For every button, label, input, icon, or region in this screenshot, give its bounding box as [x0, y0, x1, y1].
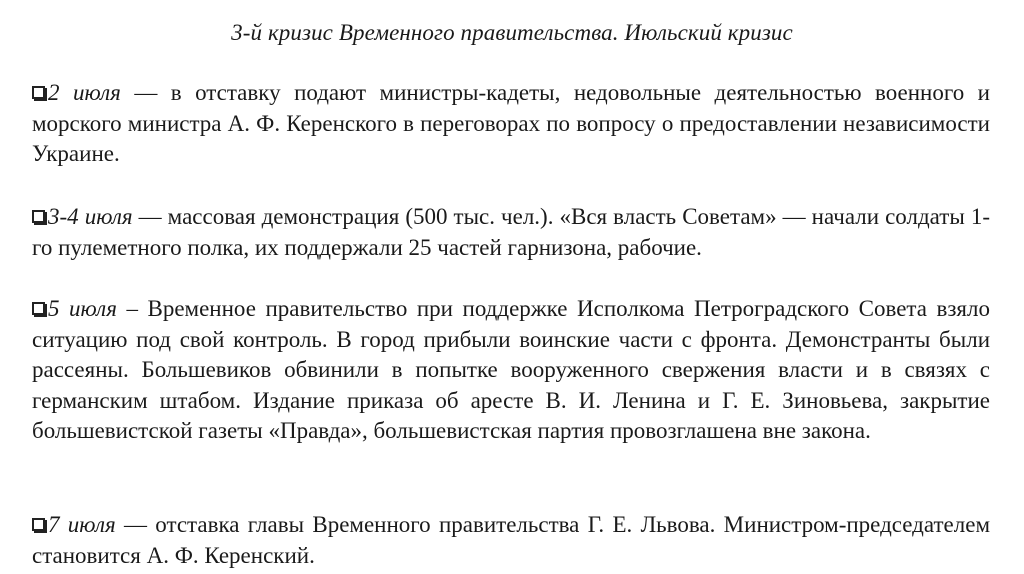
item-date: 3-4 июля — [48, 204, 133, 229]
square-bullet-icon — [32, 86, 45, 99]
list-item — [32, 78, 990, 170]
item-text: — в отставку подают министры-кадеты, недовольные деятельностью военного и морского министра А. Ф. Керенского в переговорах по вопросу о предоставлении независимости Украине. — [32, 80, 990, 166]
item-text: — отставка главы Временного правительства Г. Е. Львова. Министром-председателем становится А. Ф. Керенский. — [32, 512, 990, 568]
list-item — [32, 510, 990, 571]
square-bullet-icon — [32, 210, 45, 223]
square-bullet-icon — [32, 302, 45, 315]
item-text: — массовая демонстрация (500 тыс. чел.). «Вся власть Советам» — начали солдаты 1-го пулеметного полка, их поддержали 25 частей гарнизона, рабочие. — [32, 204, 990, 260]
item-date: 7 июля — [48, 512, 116, 537]
list-item — [32, 294, 990, 447]
item-text: – Временное правительство при поддержке Исполкома Петроградского Совета взяло ситуацию под свой контроль. В город прибыли воинские части с фронта. Демонстранты были рассеяны. Большевиков обвинили в попытке вооруженного свержения власти и в связях с германским штабом. Издание приказа об аресте В. И. Ленина и Г. Е. Зиновьева, закрытие большевистской газеты «Правда», большевистская партия провозглашена вне закона. — [32, 296, 990, 443]
list-item — [32, 202, 990, 263]
square-bullet-icon — [32, 518, 45, 531]
slide-title: 3-й кризис Временного правительства. Июльский кризис — [231, 20, 793, 45]
item-date: 5 июля — [48, 296, 117, 321]
item-date: 2 июля — [48, 80, 121, 105]
